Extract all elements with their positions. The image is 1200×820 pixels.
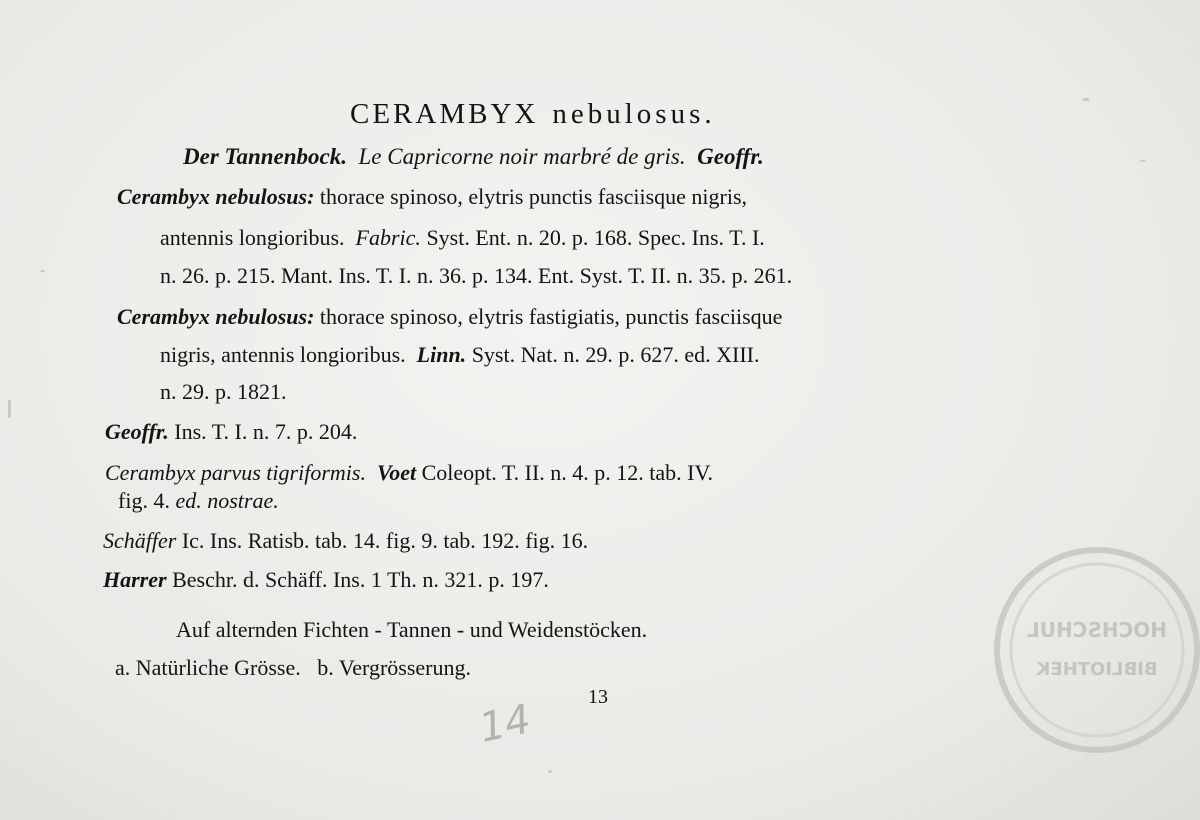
voet-species-name: Cerambyx parvus tigriformis. (105, 460, 366, 485)
voet-edition: ed. nostrae. (175, 488, 279, 513)
pencil-note-text: 14 (475, 696, 535, 752)
common-name-french: Le Capricorne noir marbré de gris. (358, 144, 686, 169)
habitat-line: Auf alternden Fichten - Tannen - und Weidenstöcken. (176, 617, 648, 642)
schaeffer-text: Ic. Ins. Ratisb. tab. 14. fig. 9. tab. 192. fig. 16. (181, 528, 589, 553)
page-title (350, 98, 716, 131)
linnaeus-species-name: Cerambyx nebulosus: (117, 304, 315, 329)
fabricius-line-2 (160, 225, 765, 251)
common-names-line (183, 144, 764, 170)
harrer-line (103, 567, 549, 593)
voet-line-1 (105, 460, 713, 486)
figure-legend (115, 655, 471, 681)
geoffroy-author: Geoffr. (105, 419, 169, 444)
title-species: nebulosus. (552, 98, 716, 130)
linnaeus-line-3 (160, 379, 287, 405)
speck (1140, 160, 1146, 162)
harrer-text: Beschr. d. Schäff. Ins. 1 Th. n. 321. p. 197. (172, 567, 549, 592)
stamp-line-2: BIBLIOTHEK (1036, 659, 1158, 680)
fabricius-author: Fabric. (355, 225, 421, 250)
pencil-note (470, 690, 560, 760)
speck (40, 270, 45, 272)
fabricius-text-2b: Syst. Ent. n. 20. p. 168. Spec. Ins. T. I. (426, 225, 765, 250)
fabricius-text-1: thorace spinoso, elytris punctis fasciisque nigris, (319, 184, 748, 209)
page-number: 13 (588, 686, 608, 708)
linnaeus-author: Linn. (416, 342, 467, 367)
linnaeus-text-2b: Syst. Nat. n. 29. p. 627. ed. XIII. (471, 342, 760, 367)
common-name-german: Der Tannenbock. (183, 144, 347, 169)
harrer-author: Harrer (103, 567, 167, 592)
fabricius-text-3: n. 26. p. 215. Mant. Ins. T. I. n. 36. p. 134. Ent. Syst. T. II. n. 35. p. 261. (160, 263, 793, 288)
figure-legend-a: a. Natürliche Grösse. (115, 655, 301, 680)
schaeffer-author: Schäffer (103, 528, 177, 553)
linnaeus-text-2a: nigris, antennis longioribus. (160, 342, 406, 367)
linnaeus-line-2 (160, 342, 760, 368)
stamp-line-1: HOCHSCHUL (1027, 618, 1167, 642)
schaeffer-line (103, 528, 588, 554)
voet-author: Voet (376, 460, 417, 485)
common-name-author: Geoffr. (697, 144, 764, 169)
speck (1082, 98, 1090, 101)
speck (8, 400, 11, 418)
fabricius-line-1 (117, 184, 747, 210)
fabricius-species-name: Cerambyx nebulosus: (117, 184, 315, 209)
geoffroy-line (105, 419, 357, 445)
linnaeus-line-1 (117, 304, 782, 330)
voet-fig: fig. 4. (118, 488, 170, 513)
title-genus: CERAMBYX (350, 98, 539, 130)
linnaeus-text-1: thorace spinoso, elytris fastigiatis, punctis fasciisque (319, 304, 783, 329)
speck (548, 770, 552, 773)
fabricius-text-2a: antennis longioribus. (160, 225, 345, 250)
figure-legend-b: b. Vergrösserung. (317, 655, 472, 680)
library-stamp (992, 545, 1200, 785)
fabricius-line-3 (160, 263, 792, 289)
linnaeus-text-3: n. 29. p. 1821. (160, 379, 287, 404)
voet-line-2 (118, 488, 279, 514)
voet-text: Coleopt. T. II. n. 4. p. 12. tab. IV. (421, 460, 714, 485)
geoffroy-text: Ins. T. I. n. 7. p. 204. (174, 419, 358, 444)
